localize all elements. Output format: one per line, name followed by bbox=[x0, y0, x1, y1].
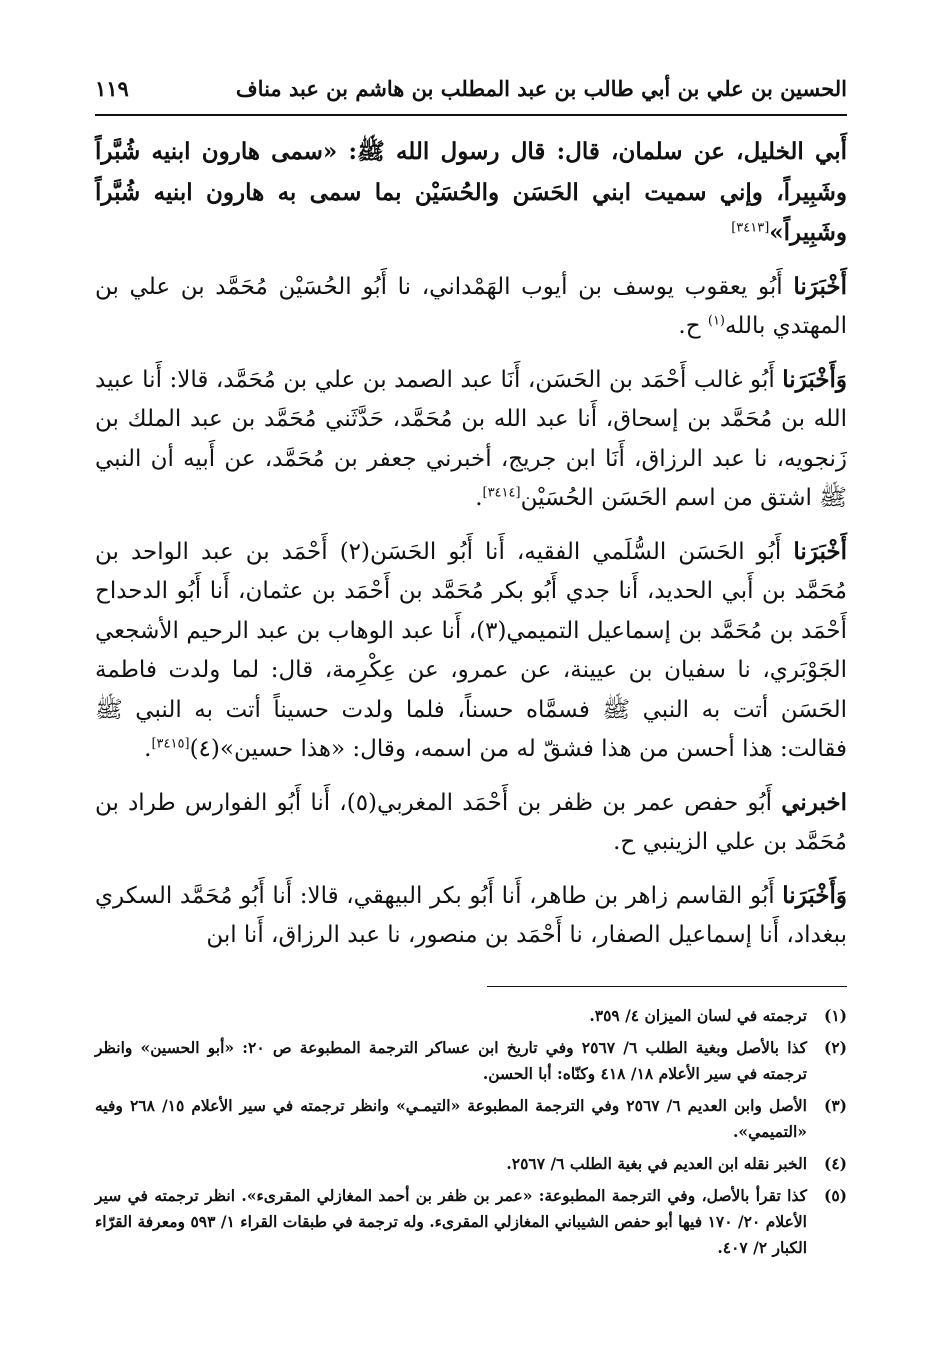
footnote-number: (٢) bbox=[823, 1037, 847, 1057]
page-number: ١١٩ bbox=[95, 76, 129, 101]
footnote-text: الأصل وابن العديم ٦/ ٢٥٦٧ وفي الترجمة المطبوعة «التيمـي» وانظر ترجمته في سير الأعلام ١٥/ ٢٦٨ وفيه «التميمي». bbox=[95, 1095, 807, 1141]
paragraph bbox=[95, 132, 847, 254]
footnote-text: الخبر نقله ابن العديم في بغية الطلب ٦/ ٢٥٦٧. bbox=[506, 1153, 807, 1173]
paragraph-text: أَبُو الحَسَن السُّلَمي الفقيه، أَنا أَبُو الحَسَن(٢) أَحْمَد بن عبد الواحد بن مُحَمَّد بن أَبي الحديد، أَنا جدي أَبُو بكر مُحَمَّد بن أَحْمَد بن عثمان، أَنا أَبُو الدحداح أَحْمَد بن مُحَمَّد بن إسماعيل التميمي(٣)، أَنا عبد الوهاب بن عبد الرحيم الأشجعي الجَوْبَري، نا سفيان بن عيينة، عن عمرو، عن عِكْرِمة، قال: لما ولدت فاطمة الحَسَن أتت به النبي ﷺ فسمَّاه حسناً، فلما ولدت حسيناً أتت به النبي ﷺ فقالت: هذا أحسن من هذا فشقّ له من اسمه، وقال: «هذا حسين»(٤) bbox=[95, 538, 847, 762]
footnote bbox=[95, 1003, 847, 1029]
footnote bbox=[95, 1093, 847, 1145]
paragraph-lead: وَأَخْبَرَنا bbox=[782, 365, 847, 393]
paragraph-text: أَبي الخليل، عن سلمان، قال: قال رسول الله ﷺ: «سمى هارون ابنيه شُبَّراً وشَبِيراً، وإني سميت ابني الحَسَن والحُسَيْن بما سمى به هارون ابنيه شُبَّراً وشَبِيراً» bbox=[95, 138, 847, 246]
hadith-number: [٣٤١٥] bbox=[151, 736, 190, 752]
paragraph-tail: . bbox=[475, 485, 483, 511]
paragraph-tail: . bbox=[144, 736, 152, 762]
paragraph bbox=[95, 783, 847, 863]
paragraph-text: أَبُو غالب أَحْمَد بن الحَسَن، أَنَا عبد الصمد بن علي بن مُحَمَّد، قالا: أَنا عبيد الله بن مُحَمَّد بن إسحاق، أَنا عبد الله بن مُحَمَّد، حَدَّثَني مُحَمَّد بن عبد الملك بن زَنجويه، نا عبد الرزاق، أَنَا ابن جريج، أخبرني جعفر بن مُحَمَّد، عن أَبيه أن النبي ﷺ اشتق من اسم الحَسَن الحُسَيْن bbox=[95, 366, 847, 511]
paragraph-text: أَبُو القاسم زاهر بن طاهر، أَنا أَبُو بكر البيهقي، قالا: أَنا أَبُو مُحَمَّد السكري ببغداد، أَنا إسماعيل الصفار، نا أَحْمَد بن منصور، نا عبد الرزاق، أَنا ابن bbox=[95, 882, 847, 948]
paragraph-text: أَبُو يعقوب يوسف بن أيوب الهَمْداني، نا أَبُو الحُسَيْن مُحَمَّد بن علي بن المهتدي بالله bbox=[95, 273, 847, 339]
footnote-text: كذا بالأصل وبغية الطلب ٦/ ٢٥٦٧ وفي تاريخ ابن عساكر الترجمة المطبوعة ص ٢٠: «أبو الحسين» وانظر ترجمته في سير الأعلام ١٨/ ٤١٨ وكنّاه: أبا الحسن. bbox=[95, 1037, 808, 1083]
footnote-text: كذا تقرأ بالأصل، وفي الترجمة المطبوعة: «عمر بن ظفر بن أحمد المغازلي المقرىء». انظر ترجمته في سير الأعلام ٢٠/ ١٧٠ فيها أبو حفص الشيباني المغازلي المقرىء. وله ترجمة في طبقات القراء ١/ ٥٩٣ ومعرفة القرّاء الكبار ٢/ ٤٠٧. bbox=[95, 1185, 807, 1257]
paragraph-lead: وَأَخْبَرَنا bbox=[782, 881, 847, 909]
body-text bbox=[95, 132, 847, 956]
footnote-number: (٤) bbox=[823, 1153, 847, 1173]
paragraph-text: أَبُو حفص عمر بن ظفر بن أَحْمَد المغربي(٥)، أَنا أَبُو الفوارس طراد بن مُحَمَّد بن علي الزينبي bbox=[95, 789, 847, 855]
footnotes bbox=[95, 1003, 847, 1261]
footnote-number: (١) bbox=[823, 1005, 847, 1025]
footnote bbox=[95, 1151, 847, 1177]
footnote bbox=[95, 1035, 847, 1087]
paragraph-tail: ح. bbox=[613, 829, 643, 855]
footnote-number: (٥) bbox=[823, 1185, 847, 1205]
paragraph bbox=[95, 360, 847, 519]
page-header bbox=[95, 70, 847, 116]
paragraph bbox=[95, 267, 847, 347]
book-page bbox=[95, 70, 847, 1267]
paragraph-lead: أَخْبَرَنا bbox=[793, 537, 847, 565]
footnote bbox=[95, 1183, 847, 1261]
paragraph bbox=[95, 532, 847, 770]
footnote-text: ترجمته في لسان الميزان ٤/ ٣٥٩. bbox=[589, 1005, 807, 1025]
hadith-number: [٣٤١٤] bbox=[482, 485, 521, 501]
paragraph-lead: أَخْبَرَنا bbox=[793, 272, 847, 300]
hadith-number: [٣٤١٣] bbox=[731, 220, 770, 236]
footnote-number: (٣) bbox=[823, 1095, 847, 1115]
footnote-ref: (١) bbox=[707, 313, 725, 329]
paragraph bbox=[95, 876, 847, 956]
footnote-divider bbox=[487, 986, 847, 987]
paragraph-lead: اخبرني bbox=[781, 788, 847, 816]
paragraph-tail: ح. bbox=[678, 313, 708, 339]
running-title: الحسين بن علي بن أبي طالب بن عبد المطلب بن هاشم بن عبد مناف bbox=[235, 76, 847, 101]
